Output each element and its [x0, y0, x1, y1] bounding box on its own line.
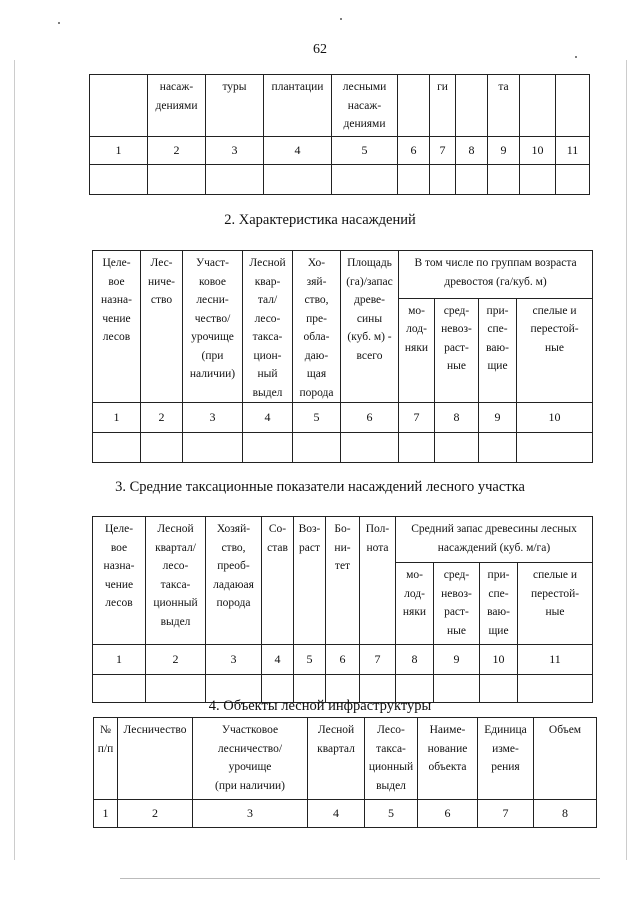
column-number: 9: [488, 137, 520, 165]
column-number: 1: [90, 137, 148, 165]
table-2-subheader-cell: мо- лод- няки: [399, 298, 435, 402]
empty-cell: [488, 165, 520, 195]
table-3-subheader-cell: мо- лод- няки: [396, 563, 434, 645]
column-number: 9: [434, 645, 480, 675]
table-4-header-cell: Участковое лесничество/ урочище (при наличии): [193, 718, 308, 800]
table-2: [92, 250, 593, 463]
column-number: 8: [396, 645, 434, 675]
column-number: 5: [332, 137, 398, 165]
column-number: 11: [518, 645, 593, 675]
table-4-header-cell: Единица изме- рения: [478, 718, 534, 800]
column-number: 3: [206, 137, 264, 165]
table-3-header-cell: Пол- нота: [360, 517, 396, 645]
column-number: 5: [293, 403, 341, 433]
table-2-subheader-cell: сред- невоз- раст- ные: [435, 298, 479, 402]
table-1-header-cell: [520, 75, 556, 137]
empty-cell: [399, 433, 435, 463]
table-3-subheader-cell: при- спе- ваю- щие: [480, 563, 518, 645]
column-number: 10: [517, 403, 593, 433]
page-number: 62: [313, 42, 327, 57]
section-3-title: 3. Средние таксационные показатели насаждений лесного участка: [115, 479, 525, 495]
table-3-header-cell: Лесной квартал/ лесо- такса- ционный выдел: [146, 517, 206, 645]
column-number: 10: [520, 137, 556, 165]
empty-cell: [479, 433, 517, 463]
empty-cell: [243, 433, 293, 463]
table-1: [89, 74, 590, 195]
table-2-header-cell: Участ- ковое лесни- чество/ урочище (при наличии): [183, 251, 243, 403]
table-4-header-cell: Лесо- такса- ционный выдел: [365, 718, 418, 800]
column-number: 8: [534, 800, 597, 828]
column-number: 4: [243, 403, 293, 433]
empty-cell: [430, 165, 456, 195]
scan-edge-right: [626, 60, 627, 860]
column-number: 4: [308, 800, 365, 828]
empty-cell: [398, 165, 430, 195]
section-4-title: 4. Объекты лесной инфраструктуры: [208, 698, 432, 714]
table-3-header-cell: Воз- раст: [294, 517, 326, 645]
section-2-title: 2. Характеристика насаждений: [224, 212, 416, 228]
column-number: 1: [93, 645, 146, 675]
table-1-header-cell: та: [488, 75, 520, 137]
empty-cell: [332, 165, 398, 195]
column-number: 7: [478, 800, 534, 828]
table-2-header-cell: Лес- ниче- ство: [141, 251, 183, 403]
table-2-group-header: В том числе по группам возраста древостоя (га/куб. м): [399, 251, 593, 299]
empty-cell: [556, 165, 590, 195]
table-4-header-cell: Лесничество: [118, 718, 193, 800]
column-number: 3: [206, 645, 262, 675]
empty-cell: [141, 433, 183, 463]
table-3-subheader-cell: спелые и перестой- ные: [518, 563, 593, 645]
empty-cell: [264, 165, 332, 195]
scan-edge-left: [14, 60, 15, 860]
column-number: 6: [341, 403, 399, 433]
column-number: 7: [399, 403, 435, 433]
column-number: 6: [418, 800, 478, 828]
table-3-header-cell: Целе- вое назна- чение лесов: [93, 517, 146, 645]
column-number: 8: [456, 137, 488, 165]
scan-speck: [58, 22, 60, 24]
table-1-header-cell: лесными насаж- дениями: [332, 75, 398, 137]
table-1-header-cell: [398, 75, 430, 137]
empty-cell: [183, 433, 243, 463]
column-number: 7: [430, 137, 456, 165]
column-number: 10: [480, 645, 518, 675]
table-2-subheader-cell: при- спе- ваю- щие: [479, 298, 517, 402]
column-number: 9: [479, 403, 517, 433]
table-1-header-cell: туры: [206, 75, 264, 137]
scan-edge-bottom: [120, 878, 600, 879]
table-1-header-cell: ги: [430, 75, 456, 137]
empty-cell: [148, 165, 206, 195]
table-1-header-cell: плантации: [264, 75, 332, 137]
table-3-header-cell: Хозяй- ство, преоб- ладаюая порода: [206, 517, 262, 645]
table-1-header-cell: [90, 75, 148, 137]
table-3-header-cell: Бо- ни- тет: [326, 517, 360, 645]
table-4-header-cell: Объем: [534, 718, 597, 800]
column-number: 2: [148, 137, 206, 165]
column-number: 4: [264, 137, 332, 165]
table-4-header-cell: Наиме- нование объекта: [418, 718, 478, 800]
column-number: 2: [141, 403, 183, 433]
empty-cell: [90, 165, 148, 195]
column-number: 3: [183, 403, 243, 433]
table-3-group-header: Средний запас древесины лесных насаждений (куб. м/га): [396, 517, 593, 563]
column-number: 3: [193, 800, 308, 828]
column-number: 11: [556, 137, 590, 165]
table-2-header-cell: Лесной квар- тал/ лесо- такса- цион- ный выдел: [243, 251, 293, 403]
empty-cell: [93, 433, 141, 463]
table-2-subheader-cell: спелые и перестой- ные: [517, 298, 593, 402]
table-4-header-cell: № п/п: [94, 718, 118, 800]
empty-cell: [206, 165, 264, 195]
table-3-header-cell: Со- став: [262, 517, 294, 645]
empty-cell: [341, 433, 399, 463]
column-number: 6: [326, 645, 360, 675]
empty-cell: [293, 433, 341, 463]
column-number: 8: [435, 403, 479, 433]
column-number: 1: [94, 800, 118, 828]
table-2-header-cell: Площадь (га)/запас древе- сины (куб. м) - всего: [341, 251, 399, 403]
empty-cell: [435, 433, 479, 463]
empty-cell: [456, 165, 488, 195]
empty-cell: [520, 165, 556, 195]
column-number: 4: [262, 645, 294, 675]
table-2-header-cell: Хо- зяй- ство, пре- обла- даю- щая порода: [293, 251, 341, 403]
scan-speck: [340, 18, 342, 20]
table-4-header-cell: Лесной квартал: [308, 718, 365, 800]
column-number: 5: [365, 800, 418, 828]
table-1-header-cell: насаж- дениями: [148, 75, 206, 137]
table-3-subheader-cell: сред- невоз- раст- ные: [434, 563, 480, 645]
table-3: [92, 516, 593, 703]
empty-cell: [517, 433, 593, 463]
column-number: 2: [118, 800, 193, 828]
table-1-header-cell: [556, 75, 590, 137]
table-1-header-cell: [456, 75, 488, 137]
column-number: 7: [360, 645, 396, 675]
column-number: 6: [398, 137, 430, 165]
table-2-header-cell: Целе- вое назна- чение лесов: [93, 251, 141, 403]
column-number: 5: [294, 645, 326, 675]
table-4: [93, 717, 597, 828]
column-number: 2: [146, 645, 206, 675]
column-number: 1: [93, 403, 141, 433]
